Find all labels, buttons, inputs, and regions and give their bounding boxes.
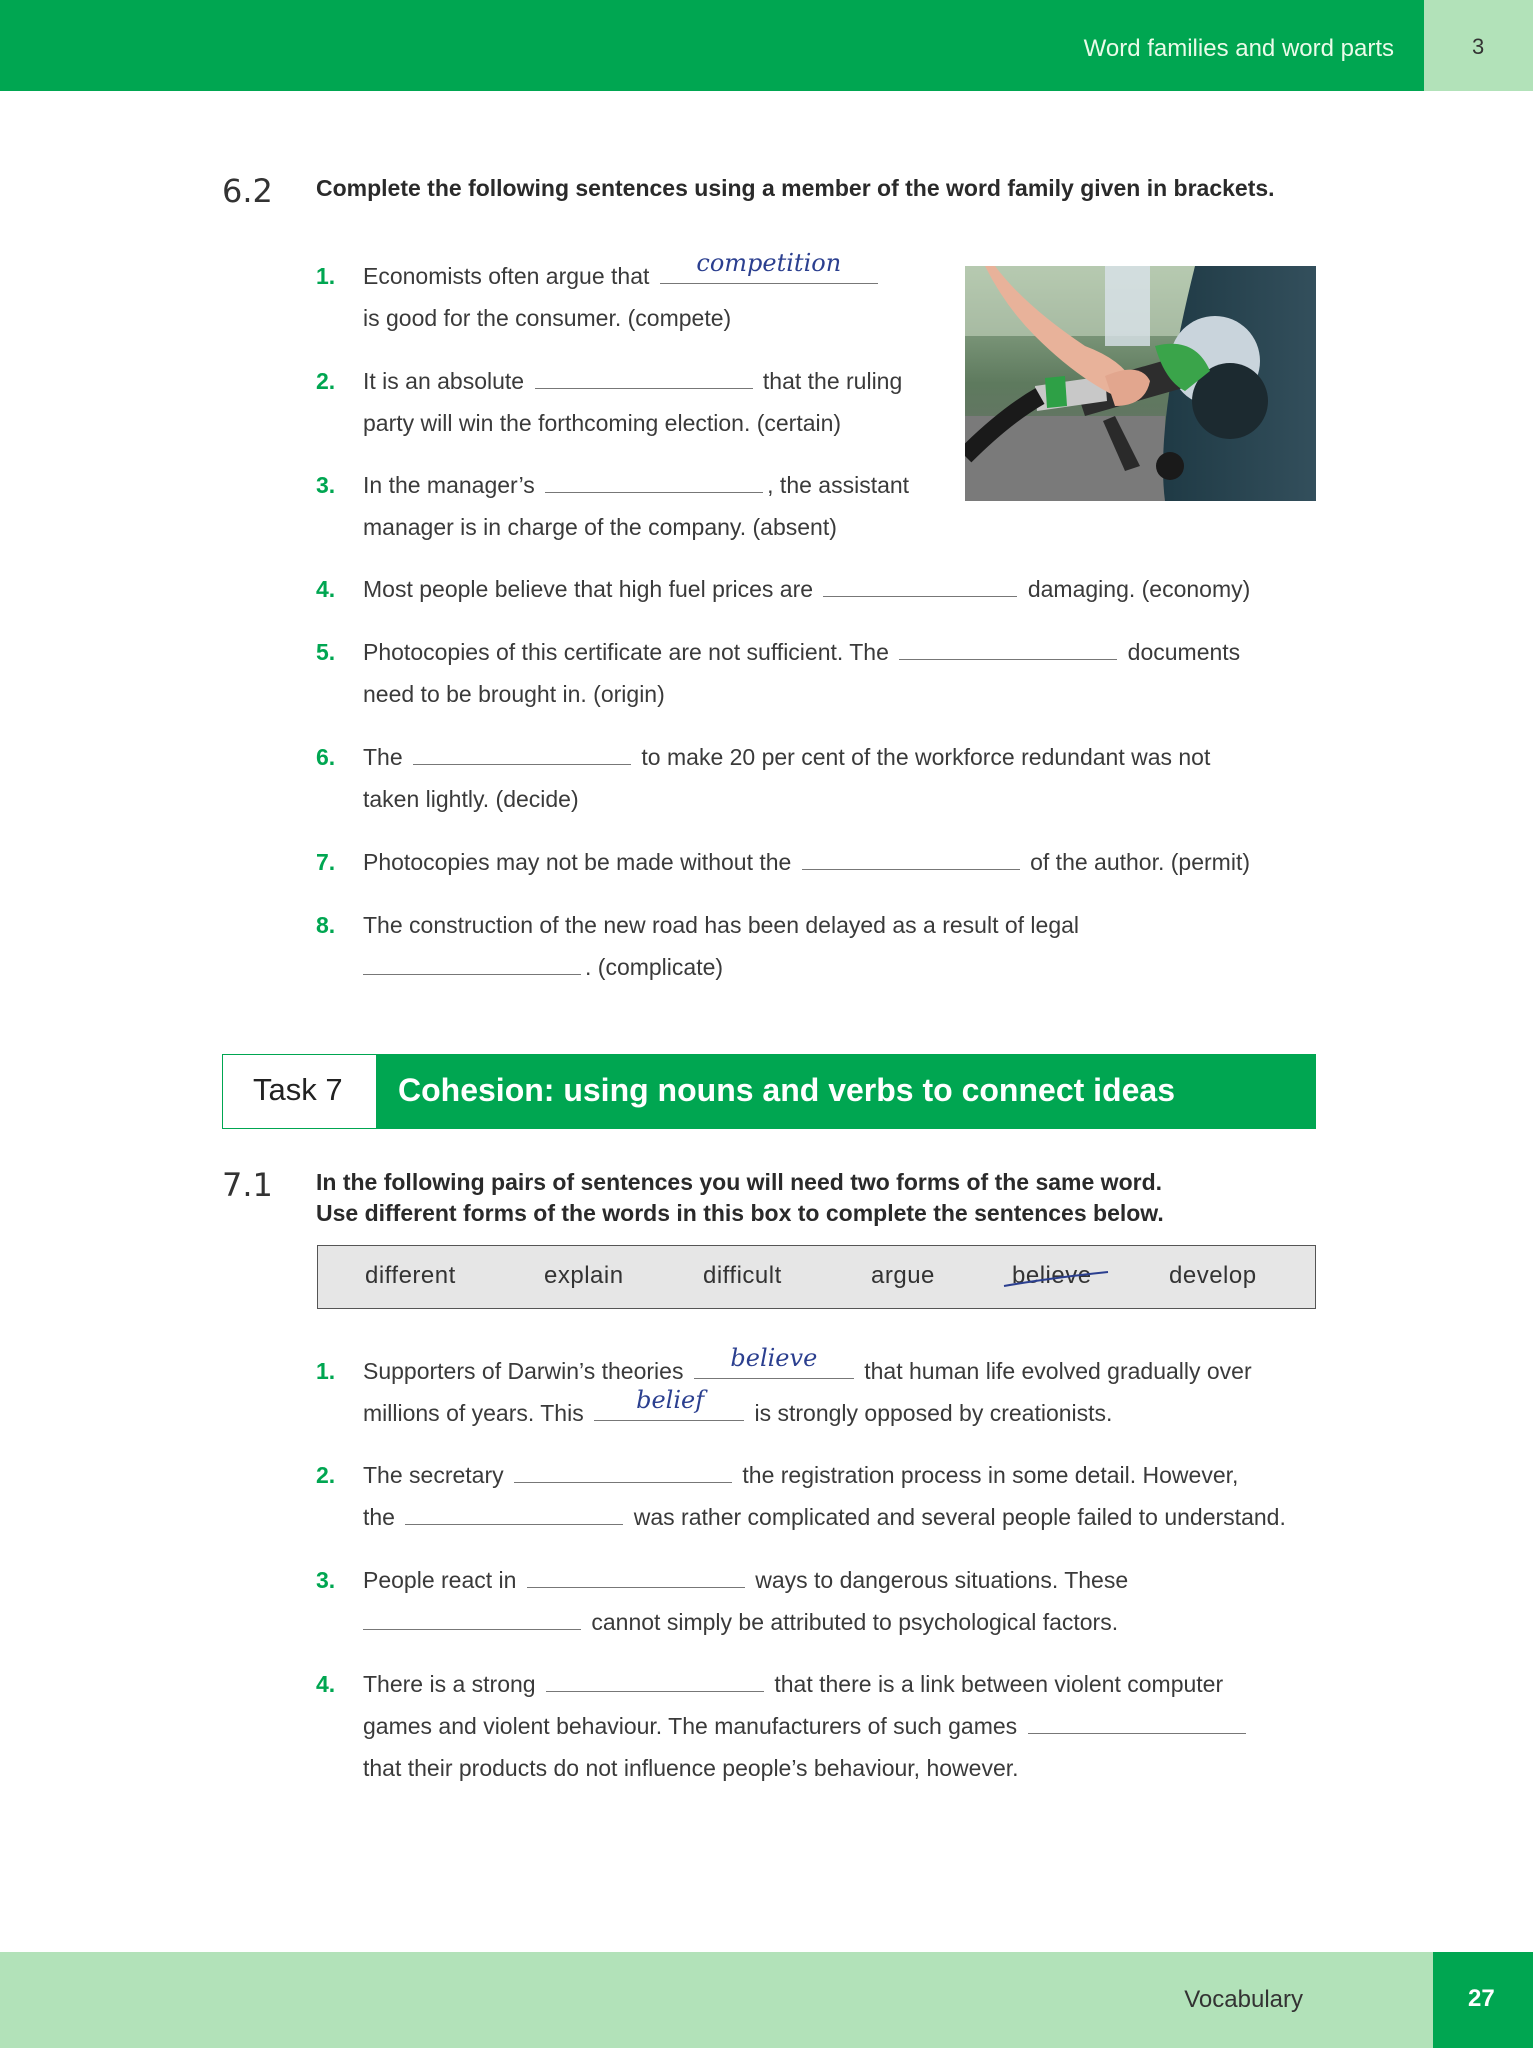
answer-blank[interactable] (527, 1563, 745, 1588)
item-text: People react in (363, 1567, 517, 1593)
item-text: . (complicate) (585, 954, 724, 980)
answer-blank[interactable] (413, 740, 631, 765)
answer-blank[interactable] (660, 249, 878, 284)
item-text: It is an absolute (363, 368, 525, 394)
item-number: 3. (316, 472, 336, 498)
header-bar (0, 0, 1424, 91)
item-text: damaging. (economy) (1027, 576, 1251, 602)
item-text: the (363, 1504, 395, 1530)
item-text: cannot simply be attributed to psychological factors. (591, 1609, 1119, 1635)
item-text: taken lightly. (decide) (363, 786, 579, 812)
item-text: party will win the forthcoming election. (certain) (363, 410, 842, 436)
item-text: millions of years. This (363, 1400, 584, 1426)
item-text: The construction of the new road has been delayed as a result of legal (363, 912, 1080, 938)
handwritten-answer: believe (730, 1344, 818, 1372)
item-text: that human life evolved gradually over (864, 1358, 1252, 1384)
task-title: Cohesion: using nouns and verbs to connect ideas (398, 1072, 1175, 1108)
word-box (317, 1245, 1316, 1309)
item-text: was rather complicated and several people failed to understand. (633, 1504, 1286, 1530)
item-number: 2. (316, 1462, 336, 1488)
item-text: Economists often argue that (363, 263, 650, 289)
item-text: is strongly opposed by creationists. (754, 1400, 1113, 1426)
item-text: that their products do not influence people’s behaviour, however. (363, 1755, 1019, 1781)
item-text: Photocopies may not be made without the (363, 849, 792, 875)
item-number: 6. (316, 744, 336, 770)
answer-blank[interactable] (823, 572, 1017, 597)
word-difficult: difficult (703, 1262, 782, 1289)
word-develop: develop (1169, 1262, 1257, 1289)
item-text: There is a strong (363, 1671, 536, 1697)
answer-blank[interactable] (545, 468, 763, 493)
item-text: documents (1127, 639, 1241, 665)
answer-blank[interactable] (363, 1605, 581, 1630)
handwritten-answer: competition (696, 249, 842, 277)
section-7-1-instruction (316, 1167, 1306, 1229)
answer-blank[interactable] (546, 1667, 764, 1692)
answer-blank[interactable] (1028, 1709, 1246, 1734)
chapter-number: 3 (1472, 34, 1485, 59)
item-number: 4. (316, 576, 336, 602)
item-number: 7. (316, 849, 336, 875)
footer-section-label: Vocabulary (1184, 1986, 1303, 2013)
item-text: The secretary (363, 1462, 504, 1488)
item-text: is good for the consumer. (compete) (363, 305, 732, 331)
item-number: 1. (316, 1358, 336, 1384)
answer-blank[interactable] (899, 635, 1117, 660)
word-explain: explain (544, 1262, 624, 1289)
task-header (222, 1054, 1316, 1129)
word-believe-crossed-out: believe (1012, 1262, 1092, 1289)
word-different: different (365, 1262, 456, 1289)
task-label: Task 7 (253, 1072, 343, 1107)
item-text: The (363, 744, 403, 770)
item-number: 3. (316, 1567, 336, 1593)
answer-blank[interactable] (363, 950, 581, 975)
item-text: In the manager’s (363, 472, 535, 498)
item-text: manager is in charge of the company. (absent) (363, 514, 837, 540)
item-text: to make 20 per cent of the workforce redundant was not (641, 744, 1211, 770)
section-number-7-1: 7.1 (222, 1166, 273, 1204)
handwritten-answer: belief (636, 1386, 705, 1414)
answer-blank[interactable] (535, 364, 753, 389)
section-6-2-instruction: Complete the following sentences using a member of the word family given in brackets. (316, 175, 1275, 201)
footer-bar (0, 1952, 1433, 2048)
page-number-box (1433, 1952, 1533, 2048)
word-argue: argue (871, 1262, 935, 1289)
item-number: 8. (316, 912, 336, 938)
item-text: the registration process in some detail. However, (742, 1462, 1239, 1488)
item-number: 4. (316, 1671, 336, 1697)
task-title-bar (376, 1054, 1316, 1129)
chapter-number-box (1424, 0, 1533, 91)
instruction-line: Use different forms of the words in this box to complete the sentences below. (316, 1200, 1164, 1226)
instruction-line: In the following pairs of sentences you will need two forms of the same word. (316, 1169, 1163, 1195)
fuel-pump-photo (965, 266, 1316, 501)
section-number-6-2: 6.2 (222, 172, 273, 210)
item-text: Most people believe that high fuel prices are (363, 576, 814, 602)
answer-blank[interactable] (694, 1344, 854, 1379)
answer-blank[interactable] (802, 845, 1020, 870)
item-text: that there is a link between violent computer (774, 1671, 1224, 1697)
answer-blank[interactable] (594, 1386, 744, 1421)
page-number: 27 (1468, 1985, 1495, 2012)
item-text: need to be brought in. (origin) (363, 681, 665, 707)
fuel-pump-illustration (965, 266, 1316, 501)
item-text: Supporters of Darwin’s theories (363, 1358, 684, 1384)
item-text: games and violent behaviour. The manufacturers of such games (363, 1713, 1018, 1739)
chapter-title: Word families and word parts (1083, 35, 1394, 62)
item-text: Photocopies of this certificate are not sufficient. The (363, 639, 889, 665)
item-number: 2. (316, 368, 336, 394)
item-number: 1. (316, 263, 336, 289)
answer-blank[interactable] (514, 1458, 732, 1483)
item-number: 5. (316, 639, 336, 665)
item-text: ways to dangerous situations. These (755, 1567, 1129, 1593)
answer-blank[interactable] (405, 1500, 623, 1525)
item-text: , the assistant (767, 472, 910, 498)
item-text: that the ruling (762, 368, 903, 394)
item-text: of the author. (permit) (1030, 849, 1250, 875)
strike-through-mark (1000, 1268, 1112, 1292)
